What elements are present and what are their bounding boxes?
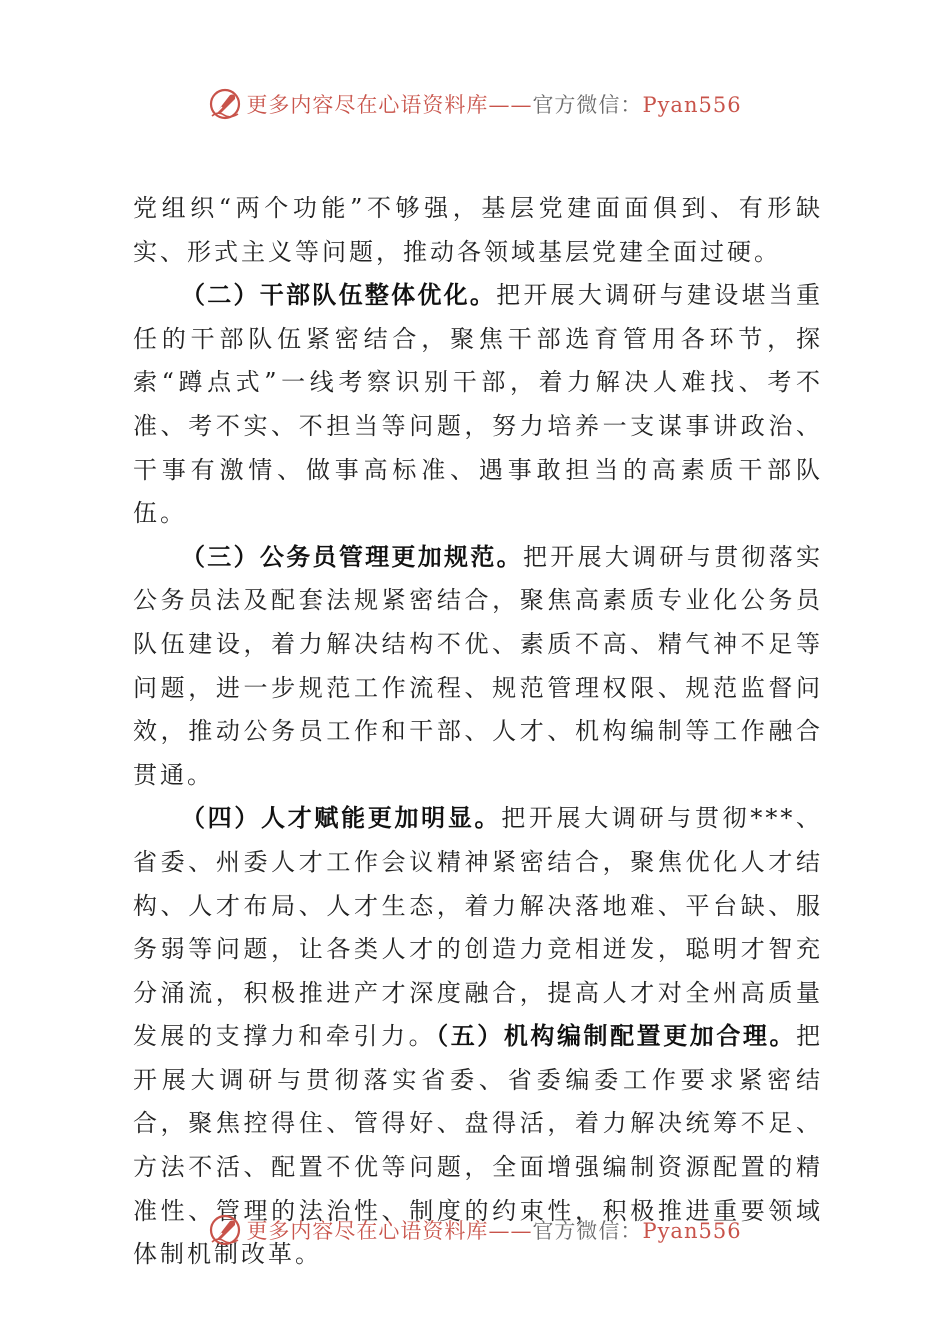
header-site-text: 更多内容尽在心语资料库 [246, 93, 489, 117]
paragraph-3 [133, 536, 823, 798]
footer-site-text: 更多内容尽在心语资料库 [246, 1219, 489, 1243]
paragraph-4-text: 把开展大调研与贯彻***、省委、州委人才工作会议精神紧密结合，聚焦优化人才结构、人才布局、人才生态，着力解决落地难、平台缺、服务弱等问题，让各类人才的创造力竞相迸发，聪明才智充分涌流，积极推进产才深度融合，提高人才对全州高质量发展的支撑力和牵引力。 [133, 804, 824, 1051]
header-wechat-id: Pyan556 [642, 93, 742, 117]
quill-logo-icon [208, 1213, 242, 1247]
paragraph-4 [133, 797, 823, 1277]
paragraph-1 [133, 187, 823, 274]
paragraph-5-text: 把开展大调研与贯彻落实省委、省委编委工作要求紧密结合，聚焦控得住、管得好、盘得活，着力解决统筹不足、方法不活、配置不优等问题，全面增强编制资源配置的精准性、管理的法治性、制度的约束性，积极推进重要领域体制机制改革。 [133, 1022, 824, 1269]
footer-text [246, 1215, 741, 1245]
header-text [246, 89, 741, 119]
quill-logo-icon [208, 87, 242, 121]
paragraph-4-heading: （四）人才赋能更加明显。 [181, 804, 502, 833]
paragraph-3-text: 把开展大调研与贯彻落实公务员法及配套法规紧密结合，聚焦高素质专业化公务员队伍建设，着力解决结构不优、素质不高、精气神不足等问题，进一步规范工作流程、规范管理权限、规范监督问效，推动公务员工作和干部、人才、机构编制等工作融合贯通。 [133, 542, 824, 789]
paragraph-1-text: 党组织“两个功能”不够强，基层党建面面俱到、有形缺实、形式主义等问题，推动各领域基层党建全面过硬。 [133, 194, 823, 266]
paragraph-2-heading: （二）干部队伍整体优化。 [181, 281, 497, 310]
paragraph-2-text: 把开展大调研与建设堪当重任的干部队伍紧密结合，聚焦干部选育管用各环节，探索“蹲点式”一线考察识别干部，着力解决人难找、考不准、考不实、不担当等问题，努力培养一支谋事讲政治、干事有激情、做事高标准、遇事敢担当的高素质干部队伍。 [133, 281, 824, 528]
header-wechat-label: 官方微信： [532, 93, 643, 117]
header-dash: —— [488, 93, 533, 117]
paragraph-5-heading: （五）机构编制配置更加合理。 [436, 1022, 797, 1051]
header-banner [0, 84, 950, 124]
footer-wechat-label: 官方微信： [532, 1219, 643, 1243]
footer-dash: —— [488, 1219, 533, 1243]
paragraph-2 [133, 274, 823, 536]
paragraph-3-heading: （三）公务员管理更加规范。 [181, 542, 523, 571]
footer-wechat-id: Pyan556 [642, 1219, 742, 1243]
document-body [133, 187, 823, 1277]
footer-banner [0, 1210, 950, 1250]
